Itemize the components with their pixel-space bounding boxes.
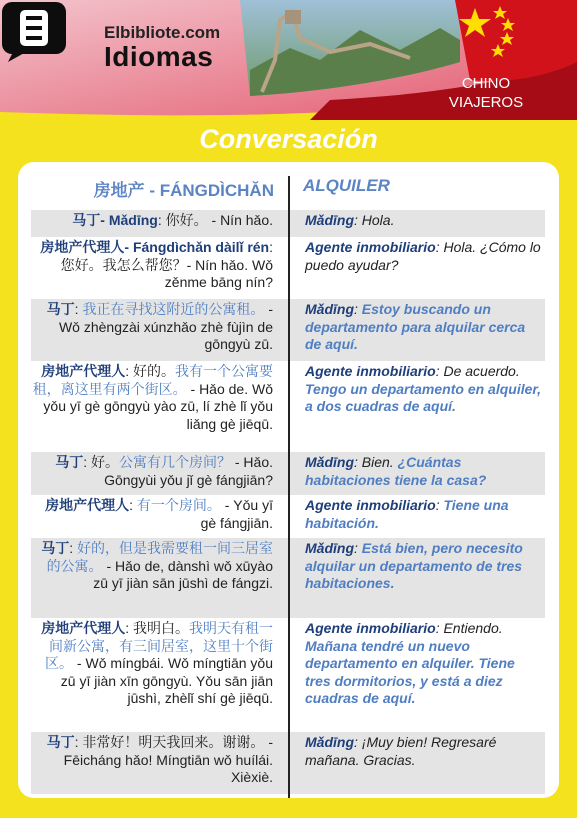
spanish-highlight: Está bien, pero necesito alquilar un departamento de tres habitaciones. <box>305 540 523 591</box>
course-language: CHINO <box>461 75 511 92</box>
chinese-line <box>31 239 273 292</box>
chinese-highlight: 好的，但是我需要租一间三居室的公寓。 <box>46 540 273 574</box>
spanish-line <box>305 454 543 489</box>
speaker-spanish: Mǎdīng <box>305 212 354 228</box>
spanish-line <box>305 363 543 416</box>
spanish-text: : <box>435 497 444 513</box>
brand-name: Idiomas <box>104 41 214 72</box>
speaker-chinese: 房地产代理人 <box>41 620 126 636</box>
spanish-line <box>305 212 543 230</box>
spanish-highlight: Tengo un departamento en alquiler, a dos cuadras de aquí. <box>305 380 541 414</box>
spanish-highlight: ¿Cuántas habitaciones tiene la casa? <box>305 454 487 488</box>
spanish-line <box>305 239 543 274</box>
spanish-highlight: Mañana tendré un nuevo departamento en alquiler. Tiene tres dormitorios, y está a diez cuadras de aquí. <box>305 637 515 706</box>
pinyin-text: - Hǎo de. Wǒ yǒu yī gè gōngyù yào zū, lí zhè lǐ yǒu liǎng gè jiēqū. <box>43 380 273 432</box>
chinese-highlight: 我有一个公寓要租，离这里有两个街区。 <box>32 363 273 397</box>
chinese-text: : 好的。 <box>125 363 175 379</box>
speaker-spanish: Mǎdīng <box>305 454 354 470</box>
pinyin-text: - Hǎo de, dànshì wǒ xūyào zū yī jiàn sān jūshì de fángzi. <box>93 557 273 591</box>
pinyin-text: - Hǎo. Gōngyùi yǒu jǐ gè fángjiān? <box>104 454 273 488</box>
speaker-chinese: 马丁 <box>46 734 75 750</box>
chinese-highlight: 我明天有租一间新公寓，有三间居室，这里十个街区。 <box>45 620 273 671</box>
chinese-text: : 非常好！明天我回来。谢谢。 <box>74 734 265 750</box>
chinese-text: : <box>74 301 83 317</box>
chinese-line <box>31 454 273 489</box>
chinese-line <box>31 497 273 532</box>
pinyin-text: - Wǒ míngbái. Wǒ míngtiān yǒu zū yī jiàn xīn gōngyù. Yǒu sān jiān jūshì, zhèlǐ shí gè jiēqū. <box>60 655 273 706</box>
pinyin-text: - Yǒu yī gè fángjiān. <box>200 497 273 531</box>
spanish-text: : Hola. <box>354 212 395 228</box>
chinese-text: : <box>69 540 77 556</box>
speaker-chinese: 房地产代理人 <box>45 497 130 513</box>
spanish-text: : De acuerdo. <box>435 363 520 379</box>
chinese-line <box>31 620 273 708</box>
speaker-spanish: Mǎdīng <box>305 540 354 556</box>
speaker-spanish: Agente inmobiliario <box>305 363 436 379</box>
speaker-chinese: 马丁 <box>72 212 101 228</box>
chinese-text: : 我明白。 <box>125 620 189 636</box>
chinese-line <box>31 363 273 433</box>
pinyin-text: - Wǒ zhèngzài xúnzhǎo zhè fùjìn de gōngyù zū. <box>58 301 273 352</box>
speaker-spanish: Agente inmobiliario <box>305 620 436 636</box>
speaker-pinyin: - Mǎdīng <box>100 212 158 228</box>
chinese-highlight: 公寓有几个房间？ <box>118 454 231 470</box>
chinese-text: : 你好。 <box>157 212 208 228</box>
spanish-text: : Bien. <box>354 454 398 470</box>
column-divider <box>288 176 290 798</box>
spanish-line <box>305 497 543 532</box>
chinese-line <box>31 540 273 593</box>
spanish-line <box>305 620 543 708</box>
brand <box>104 24 220 72</box>
spanish-text: : <box>354 301 362 317</box>
speaker-chinese: 马丁 <box>41 540 70 556</box>
course-label <box>441 74 531 112</box>
speaker-chinese: 房地产代理人 <box>40 239 125 255</box>
pinyin-text: - Fēicháng hǎo! Míngtiān wǒ huílái. Xièxiè. <box>63 734 273 785</box>
brand-site: Elbibliote.com <box>104 23 221 42</box>
spanish-text: : Entiendo. <box>435 620 503 636</box>
header <box>0 0 577 120</box>
speaker-spanish: Agente inmobiliario <box>305 239 436 255</box>
speaker-spanish: Agente inmobiliario <box>305 497 436 513</box>
china-flag-icon <box>455 0 577 81</box>
chinese-line <box>31 301 273 354</box>
chinese-text: : <box>129 497 137 513</box>
speaker-chinese: 马丁 <box>55 454 84 470</box>
spanish-text: : ¡Muy bien! Regresaré mañana. Gracias. <box>305 734 497 768</box>
speaker-chinese: 房地产代理人 <box>41 363 126 379</box>
speaker-spanish: Mǎdīng <box>305 734 354 750</box>
pinyin-text: Nín hǎo. Wǒ zěnme bāng nín? <box>164 256 273 290</box>
pinyin-text: - Nín hǎo. <box>211 212 273 228</box>
column-header-chinese: 房地产 - FÁNGDÌCHĂN <box>93 181 274 200</box>
chinese-line <box>31 212 273 230</box>
logo-icon <box>0 0 68 64</box>
section-title: Conversación <box>199 124 378 154</box>
chinese-highlight: 我正在寻找这附近的公寓租。 <box>82 301 265 317</box>
spanish-line <box>305 540 543 593</box>
column-header-spanish: ALQUILER <box>303 176 390 195</box>
spanish-text: : Hola. ¿Cómo lo puedo ayudar? <box>305 239 541 273</box>
chinese-text: : 好。 <box>83 454 119 470</box>
spanish-highlight: Estoy buscando un departamento para alquilar cerca de aquí. <box>305 301 526 352</box>
chinese-text: : 您好。我怎么帮您？- <box>60 239 273 273</box>
course-level: VIAJEROS <box>448 94 524 111</box>
spanish-line <box>305 734 543 769</box>
speaker-pinyin: - Fángdìchǎn dàilǐ rén <box>124 239 270 255</box>
speaker-chinese: 马丁 <box>46 301 75 317</box>
speaker-spanish: Mǎdīng <box>305 301 354 317</box>
chinese-line <box>31 734 273 787</box>
spanish-text: : <box>354 540 362 556</box>
spanish-line <box>305 301 543 354</box>
spanish-highlight: Tiene una habitación. <box>305 497 509 531</box>
chinese-highlight: 有一个房间。 <box>136 497 221 513</box>
